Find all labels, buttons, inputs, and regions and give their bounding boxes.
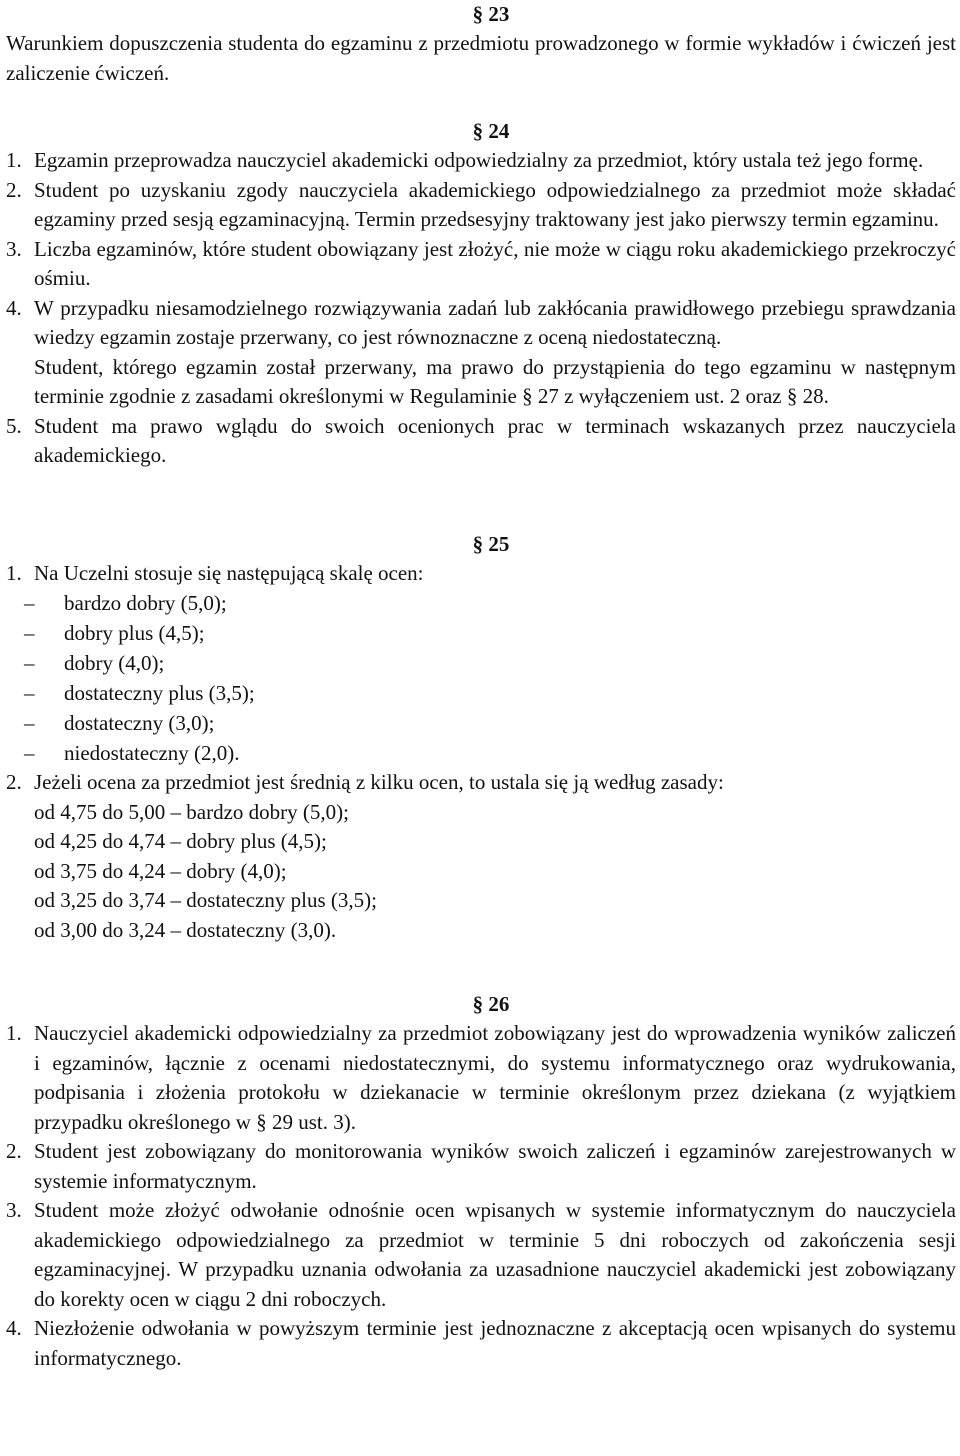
section-heading-26: § 26 — [472, 992, 510, 1016]
dash-bullet: – — [24, 621, 35, 645]
section-26-item-2 — [6, 1137, 956, 1196]
item-text: Liczba egzaminów, które student obowiązany jest złożyć, nie może w ciągu roku akademickiego przekroczyć ośmiu. — [34, 236, 956, 290]
item-number: 3. — [6, 1198, 22, 1222]
regulation-page — [6, 0, 956, 1373]
item-number: 1. — [6, 148, 22, 172]
item-text: Student po uzyskaniu zgody nauczyciela akademickiego odpowiedzialnego za przedmiot może składać egzaminy przed sesją egzaminacyjną. Termin przedsesyjny traktowany jest jako pierwszy termin egzaminu. — [34, 177, 956, 231]
dash-bullet: – — [24, 651, 35, 675]
dash-bullet: – — [24, 711, 35, 735]
section-23-text: Warunkiem dopuszczenia studenta do egzaminu z przedmiotu prowadzonego w formie wykładów i ćwiczeń jest zaliczenie ćwiczeń. — [6, 31, 956, 85]
item-text: Niezłożenie odwołania w powyższym terminie jest jednoznaczne z akceptacją ocen wpisanych do systemu informatycznego. — [34, 1316, 956, 1370]
grade-scale-item: – niedostateczny (2,0). — [6, 738, 956, 768]
dash-bullet: – — [24, 591, 35, 615]
average-range-line: od 3,25 do 3,74 – dostateczny plus (3,5); — [34, 888, 377, 912]
section-24-item-4-continuation: Student, którego egzamin został przerwany, ma prawo do przystąpienia do tego egzaminu w następnym terminie zgodnie z zasadami określonymi w Regulaminie § 27 z wyłączeniem ust. 2 oraz § 28. — [34, 354, 956, 408]
section-24-item-5 — [6, 412, 956, 471]
dash-bullet: – — [24, 681, 35, 705]
item-text: Na Uczelni stosuje się następującą skalę ocen: — [34, 560, 424, 585]
section-heading-23: § 23 — [472, 2, 510, 26]
item-number: 4. — [6, 1316, 22, 1340]
grade-scale-item: – dobry (4,0); — [6, 648, 956, 678]
dash-bullet: – — [24, 741, 35, 765]
grading-scale-list — [6, 588, 956, 768]
section-25-item-1 — [6, 559, 956, 589]
grade-scale-item: – dostateczny plus (3,5); — [6, 678, 956, 708]
item-text: Egzamin przeprowadza nauczyciel akademicki odpowiedzialny za przedmiot, który ustala też jego formę. — [34, 148, 924, 172]
item-number: 2. — [6, 770, 22, 794]
section-heading-25: § 25 — [472, 531, 510, 556]
grade-scale-item: – bardzo dobry (5,0); — [6, 588, 956, 618]
average-range-line: od 4,75 do 5,00 – bardzo dobry (5,0); — [34, 799, 349, 824]
item-number: 4. — [6, 295, 22, 320]
grade-scale-item: – dostateczny (3,0); — [6, 708, 956, 738]
section-heading-24: § 24 — [472, 119, 510, 143]
grade-scale-item: – dobry plus (4,5); — [6, 618, 956, 648]
item-number: 2. — [6, 1139, 22, 1163]
section-25-item-2 — [6, 768, 956, 798]
section-26-item-3 — [6, 1196, 956, 1314]
average-range-line: od 3,00 do 3,24 – dostateczny (3,0). — [34, 917, 337, 942]
average-range-line: od 4,25 do 4,74 – dobry plus (4,5); — [34, 829, 327, 853]
average-range-line: od 3,75 do 4,24 – dobry (4,0); — [34, 858, 287, 883]
section-26-item-4 — [6, 1314, 956, 1373]
item-text: W przypadku niesamodzielnego rozwiązywania zadań lub zakłócania prawidłowego przebiegu sprawdzania wiedzy egzamin zostaje przerwany, co jest równoznaczne z oceną niedostateczną. — [34, 295, 956, 349]
section-26-item-1 — [6, 1019, 956, 1137]
item-number: 1. — [6, 560, 22, 585]
section-24-item-1 — [6, 146, 956, 176]
item-text: Student ma prawo wglądu do swoich ocenionych prac w terminach wskazanych przez nauczyciela akademickiego. — [34, 413, 956, 467]
item-number: 5. — [6, 413, 22, 438]
section-24-item-3 — [6, 235, 956, 294]
item-text: Jeżeli ocena za przedmiot jest średnią z kilku ocen, to ustala się ją według zasady: — [34, 770, 724, 794]
section-24-item-4 — [6, 294, 956, 353]
item-text: Student może złożyć odwołanie odnośnie ocen wpisanych w systemie informatycznym do nauczyciela akademickiego odpowiedzialnego za przedmiot w terminie 5 dni roboczych od zakończenia sesji egzaminacyjnej. W przypadku uznania odwołania za uzasadnione nauczyciel akademicki jest zobowiązany do korekty ocen w ciągu 2 dni roboczych. — [34, 1198, 956, 1311]
item-text: Nauczyciel akademicki odpowiedzialny za przedmiot zobowiązany jest do wprowadzenia wyników zaliczeń i egzaminów, łącznie z ocenami niedostatecznymi, do systemu informatycznego oraz wydrukowania, podpisania i złożenia protokołu w dziekanacie w terminie określonym przez dziekana (z wyjątkiem przypadku określonego w § 29 ust. 3). — [34, 1021, 956, 1134]
item-number: 3. — [6, 236, 22, 261]
section-24-item-2 — [6, 176, 956, 235]
item-number: 1. — [6, 1021, 22, 1045]
item-number: 2. — [6, 177, 22, 202]
item-text: Student jest zobowiązany do monitorowania wyników swoich zaliczeń i egzaminów zarejestrowanych w systemie informatycznym. — [34, 1139, 956, 1193]
